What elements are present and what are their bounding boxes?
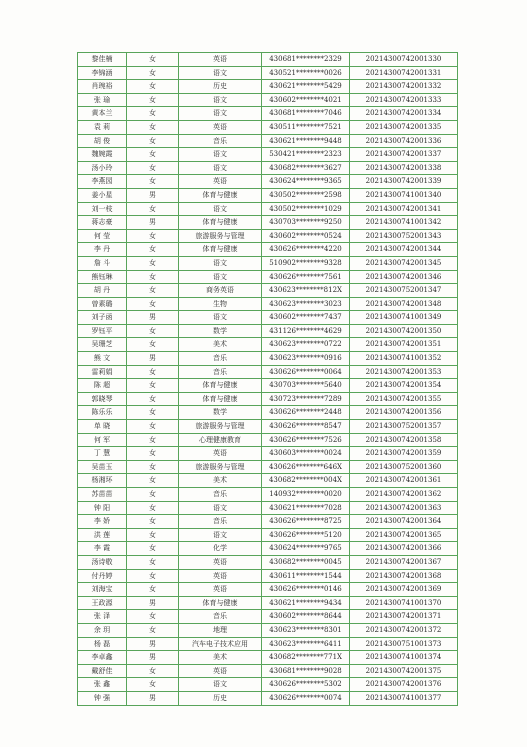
cell-name: 胡 俊: [78, 134, 127, 148]
table-row: [78, 583, 458, 597]
cell-id-number: 430703********5640: [262, 379, 350, 393]
table-row: [78, 338, 458, 352]
cell-certificate-number: 20214300742001376: [350, 678, 458, 692]
cell-name: 雷莉娟: [78, 365, 127, 379]
table-row: [78, 623, 458, 637]
cell-subject: 音乐: [179, 365, 262, 379]
cell-gender: 女: [127, 420, 179, 434]
cell-subject: 语文: [179, 66, 262, 80]
cell-name: 余 玥: [78, 623, 127, 637]
table-row: [78, 488, 458, 502]
cell-gender: 女: [127, 175, 179, 189]
table-row: [78, 596, 458, 610]
table-row: [78, 420, 458, 434]
cell-subject: 音乐: [179, 610, 262, 624]
teacher-certificate-table: [77, 52, 458, 706]
cell-id-number: 430621********9448: [262, 134, 350, 148]
cell-id-number: 430623********0916: [262, 352, 350, 366]
cell-subject: 英语: [179, 447, 262, 461]
table-row: [78, 175, 458, 189]
cell-gender: 女: [127, 324, 179, 338]
cell-name: 钟 阳: [78, 501, 127, 515]
cell-subject: 语文: [179, 678, 262, 692]
cell-subject: 语文: [179, 148, 262, 162]
cell-gender: 男: [127, 596, 179, 610]
table-row: [78, 474, 458, 488]
cell-certificate-number: 20214300742001336: [350, 134, 458, 148]
cell-id-number: 140932********0020: [262, 488, 350, 502]
cell-gender: 女: [127, 515, 179, 529]
cell-name: 张 泽: [78, 610, 127, 624]
cell-gender: 男: [127, 651, 179, 665]
cell-id-number: 430626********4220: [262, 243, 350, 257]
cell-certificate-number: 20214300742001368: [350, 569, 458, 583]
cell-id-number: 430624********9765: [262, 542, 350, 556]
cell-certificate-number: 20214300752001347: [350, 284, 458, 298]
cell-subject: 体育与健康: [179, 243, 262, 257]
cell-subject: 英语: [179, 664, 262, 678]
cell-name: 袁 莉: [78, 120, 127, 134]
cell-certificate-number: 20214300742001356: [350, 406, 458, 420]
cell-gender: 男: [127, 352, 179, 366]
cell-subject: 英语: [179, 53, 262, 67]
cell-id-number: 430626********5302: [262, 678, 350, 692]
cell-subject: 体育与健康: [179, 596, 262, 610]
table-row: [78, 161, 458, 175]
cell-certificate-number: 20214300742001361: [350, 474, 458, 488]
cell-name: 杨 磊: [78, 637, 127, 651]
cell-gender: 女: [127, 474, 179, 488]
cell-gender: 女: [127, 148, 179, 162]
cell-name: 吴苗玉: [78, 460, 127, 474]
cell-certificate-number: 20214300741001374: [350, 651, 458, 665]
cell-id-number: 430623********6411: [262, 637, 350, 651]
cell-gender: 女: [127, 229, 179, 243]
table-row: [78, 542, 458, 556]
cell-name: 钟 强: [78, 691, 127, 705]
cell-id-number: 430621********5429: [262, 80, 350, 94]
cell-subject: 音乐: [179, 488, 262, 502]
cell-name: 吴珊芝: [78, 338, 127, 352]
table-row: [78, 610, 458, 624]
cell-gender: 女: [127, 134, 179, 148]
cell-name: 王政源: [78, 596, 127, 610]
cell-certificate-number: 20214300742001366: [350, 542, 458, 556]
table-row: [78, 229, 458, 243]
cell-name: 熊钰琳: [78, 270, 127, 284]
table-row: [78, 134, 458, 148]
cell-gender: 女: [127, 107, 179, 121]
cell-gender: 女: [127, 66, 179, 80]
cell-gender: 女: [127, 678, 179, 692]
table-row: [78, 216, 458, 230]
table-row: [78, 365, 458, 379]
table-body: [78, 53, 458, 706]
cell-subject: 数学: [179, 406, 262, 420]
cell-gender: 男: [127, 637, 179, 651]
cell-name: 张 瑜: [78, 93, 127, 107]
cell-name: 洪 莲: [78, 528, 127, 542]
cell-id-number: 430621********7028: [262, 501, 350, 515]
cell-subject: 语文: [179, 202, 262, 216]
cell-certificate-number: 20214300742001345: [350, 256, 458, 270]
cell-certificate-number: 20214300742001333: [350, 93, 458, 107]
cell-subject: 英语: [179, 175, 262, 189]
table-row: [78, 284, 458, 298]
cell-id-number: 430682********771X: [262, 651, 350, 665]
table-row: [78, 93, 458, 107]
cell-id-number: 430602********4021: [262, 93, 350, 107]
cell-id-number: 530421********2323: [262, 148, 350, 162]
cell-subject: 体育与健康: [179, 392, 262, 406]
cell-gender: 男: [127, 188, 179, 202]
cell-name: 汤小玲: [78, 161, 127, 175]
cell-subject: 音乐: [179, 134, 262, 148]
cell-subject: 美术: [179, 338, 262, 352]
cell-id-number: 430502********1029: [262, 202, 350, 216]
cell-id-number: 430603********0024: [262, 447, 350, 461]
cell-name: 郭晓琴: [78, 392, 127, 406]
cell-gender: 女: [127, 528, 179, 542]
table-row: [78, 528, 458, 542]
table-row: [78, 569, 458, 583]
cell-gender: 女: [127, 392, 179, 406]
cell-certificate-number: 20214300741001352: [350, 352, 458, 366]
cell-gender: 女: [127, 488, 179, 502]
cell-id-number: 430521********0026: [262, 66, 350, 80]
table-row: [78, 202, 458, 216]
cell-subject: 美术: [179, 651, 262, 665]
table-row: [78, 107, 458, 121]
cell-id-number: 430602********0524: [262, 229, 350, 243]
cell-gender: 女: [127, 447, 179, 461]
cell-id-number: 430626********5120: [262, 528, 350, 542]
cell-gender: 男: [127, 311, 179, 325]
cell-id-number: 430621********9434: [262, 596, 350, 610]
cell-gender: 女: [127, 256, 179, 270]
cell-subject: 语文: [179, 256, 262, 270]
table-row: [78, 651, 458, 665]
cell-id-number: 430626********2448: [262, 406, 350, 420]
cell-name: 肖琬裕: [78, 80, 127, 94]
cell-id-number: 430626********0064: [262, 365, 350, 379]
cell-certificate-number: 20214300742001331: [350, 66, 458, 80]
cell-subject: 体育与健康: [179, 379, 262, 393]
cell-id-number: 430626********8547: [262, 420, 350, 434]
cell-gender: 女: [127, 53, 179, 67]
table-row: [78, 270, 458, 284]
cell-gender: 女: [127, 379, 179, 393]
cell-id-number: 430723********7289: [262, 392, 350, 406]
cell-name: 曾素璐: [78, 297, 127, 311]
cell-gender: 女: [127, 284, 179, 298]
cell-name: 何 军: [78, 433, 127, 447]
cell-gender: 女: [127, 569, 179, 583]
cell-id-number: 510902********9328: [262, 256, 350, 270]
cell-id-number: 430681********2329: [262, 53, 350, 67]
cell-id-number: 430682********3627: [262, 161, 350, 175]
table-row: [78, 664, 458, 678]
table-row: [78, 297, 458, 311]
cell-subject: 历史: [179, 691, 262, 705]
table-row: [78, 243, 458, 257]
cell-certificate-number: 20214300742001337: [350, 148, 458, 162]
cell-id-number: 430703********9250: [262, 216, 350, 230]
cell-subject: 数学: [179, 324, 262, 338]
cell-subject: 化学: [179, 542, 262, 556]
cell-gender: 女: [127, 623, 179, 637]
cell-name: 付丹婷: [78, 569, 127, 583]
cell-subject: 地理: [179, 623, 262, 637]
cell-gender: 女: [127, 610, 179, 624]
cell-subject: 语文: [179, 107, 262, 121]
cell-certificate-number: 20214300742001346: [350, 270, 458, 284]
cell-name: 李锦涵: [78, 66, 127, 80]
cell-certificate-number: 20214300742001364: [350, 515, 458, 529]
cell-gender: 女: [127, 161, 179, 175]
cell-id-number: 431126********4629: [262, 324, 350, 338]
cell-certificate-number: 20214300742001358: [350, 433, 458, 447]
cell-certificate-number: 20214300752001357: [350, 420, 458, 434]
table-row: [78, 120, 458, 134]
table-row: [78, 148, 458, 162]
cell-name: 刘子函: [78, 311, 127, 325]
table-row: [78, 691, 458, 705]
cell-certificate-number: 20214300752001343: [350, 229, 458, 243]
cell-id-number: 430623********8301: [262, 623, 350, 637]
cell-subject: 旅游服务与管理: [179, 229, 262, 243]
cell-name: 魏婉霞: [78, 148, 127, 162]
table-row: [78, 392, 458, 406]
table-row: [78, 447, 458, 461]
cell-subject: 体育与健康: [179, 216, 262, 230]
cell-gender: 女: [127, 80, 179, 94]
cell-certificate-number: 20214300742001359: [350, 447, 458, 461]
cell-id-number: 430602********7437: [262, 311, 350, 325]
cell-id-number: 430626********8725: [262, 515, 350, 529]
cell-name: 汤诗敬: [78, 555, 127, 569]
cell-id-number: 430681********7046: [262, 107, 350, 121]
cell-subject: 英语: [179, 583, 262, 597]
cell-name: 杨湘环: [78, 474, 127, 488]
table-row: [78, 352, 458, 366]
cell-subject: 英语: [179, 120, 262, 134]
cell-id-number: 430682********0045: [262, 555, 350, 569]
table-row: [78, 637, 458, 651]
cell-name: 丁 慧: [78, 447, 127, 461]
cell-gender: 女: [127, 433, 179, 447]
table-row: [78, 66, 458, 80]
cell-certificate-number: 20214300741001377: [350, 691, 458, 705]
cell-gender: 女: [127, 501, 179, 515]
cell-subject: 旅游服务与管理: [179, 420, 262, 434]
cell-name: 陈 超: [78, 379, 127, 393]
cell-id-number: 430623********812X: [262, 284, 350, 298]
cell-id-number: 430511********7521: [262, 120, 350, 134]
cell-subject: 音乐: [179, 515, 262, 529]
cell-certificate-number: 20214300742001363: [350, 501, 458, 515]
cell-name: 姜小星: [78, 188, 127, 202]
cell-name: 陈乐乐: [78, 406, 127, 420]
cell-gender: 男: [127, 691, 179, 705]
cell-subject: 生物: [179, 297, 262, 311]
cell-name: 何 莹: [78, 229, 127, 243]
cell-name: 李 丹: [78, 243, 127, 257]
cell-gender: 女: [127, 542, 179, 556]
cell-certificate-number: 20214300742001354: [350, 379, 458, 393]
cell-id-number: 430626********646X: [262, 460, 350, 474]
cell-name: 张 鑫: [78, 678, 127, 692]
cell-certificate-number: 20214300742001355: [350, 392, 458, 406]
cell-name: 刘海宝: [78, 583, 127, 597]
table-row: [78, 433, 458, 447]
cell-name: 李 娇: [78, 515, 127, 529]
cell-certificate-number: 20214300741001370: [350, 596, 458, 610]
cell-subject: 心理健康教育: [179, 433, 262, 447]
cell-gender: 女: [127, 664, 179, 678]
cell-gender: 女: [127, 365, 179, 379]
cell-subject: 语文: [179, 528, 262, 542]
cell-certificate-number: 20214300742001335: [350, 120, 458, 134]
cell-certificate-number: 20214300742001367: [350, 555, 458, 569]
cell-certificate-number: 20214300742001369: [350, 583, 458, 597]
cell-id-number: 430623********3023: [262, 297, 350, 311]
cell-certificate-number: 20214300742001372: [350, 623, 458, 637]
cell-certificate-number: 20214300742001341: [350, 202, 458, 216]
cell-id-number: 430682********004X: [262, 474, 350, 488]
table-row: [78, 460, 458, 474]
cell-name: 蒋志豪: [78, 216, 127, 230]
table-row: [78, 379, 458, 393]
cell-subject: 英语: [179, 569, 262, 583]
table-row: [78, 515, 458, 529]
cell-name: 黄本兰: [78, 107, 127, 121]
cell-id-number: 430623********0722: [262, 338, 350, 352]
cell-gender: 女: [127, 297, 179, 311]
cell-subject: 语文: [179, 501, 262, 515]
cell-subject: 美术: [179, 474, 262, 488]
cell-id-number: 430624********9365: [262, 175, 350, 189]
cell-certificate-number: 20214300742001362: [350, 488, 458, 502]
cell-subject: 语文: [179, 93, 262, 107]
cell-certificate-number: 20214300742001344: [350, 243, 458, 257]
cell-subject: 语文: [179, 270, 262, 284]
cell-certificate-number: 20214300742001332: [350, 80, 458, 94]
cell-name: 熊 文: [78, 352, 127, 366]
cell-name: 李卓鑫: [78, 651, 127, 665]
cell-id-number: 430626********0074: [262, 691, 350, 705]
cell-subject: 商务英语: [179, 284, 262, 298]
cell-id-number: 430502********2598: [262, 188, 350, 202]
cell-gender: 女: [127, 202, 179, 216]
cell-gender: 女: [127, 555, 179, 569]
cell-certificate-number: 20214300742001351: [350, 338, 458, 352]
table-row: [78, 501, 458, 515]
cell-subject: 体育与健康: [179, 188, 262, 202]
cell-gender: 女: [127, 406, 179, 420]
cell-subject: 英语: [179, 555, 262, 569]
cell-certificate-number: 20214300741001349: [350, 311, 458, 325]
cell-certificate-number: 20214300741001340: [350, 188, 458, 202]
cell-id-number: 430681********9028: [262, 664, 350, 678]
cell-id-number: 430611********1544: [262, 569, 350, 583]
cell-certificate-number: 20214300742001339: [350, 175, 458, 189]
cell-subject: 汽车电子技术应用: [179, 637, 262, 651]
cell-certificate-number: 20214300742001371: [350, 610, 458, 624]
cell-certificate-number: 20214300742001338: [350, 161, 458, 175]
cell-gender: 女: [127, 460, 179, 474]
cell-name: 罗钰平: [78, 324, 127, 338]
cell-id-number: 430602********8644: [262, 610, 350, 624]
cell-name: 单 晓: [78, 420, 127, 434]
cell-certificate-number: 20214300752001360: [350, 460, 458, 474]
cell-name: 苏苗苗: [78, 488, 127, 502]
cell-subject: 音乐: [179, 352, 262, 366]
cell-id-number: 430626********7526: [262, 433, 350, 447]
cell-gender: 女: [127, 243, 179, 257]
table-row: [78, 256, 458, 270]
table-row: [78, 53, 458, 67]
table-row: [78, 555, 458, 569]
cell-name: 黎佳楠: [78, 53, 127, 67]
cell-gender: 女: [127, 93, 179, 107]
table-row: [78, 324, 458, 338]
table-row: [78, 311, 458, 325]
cell-gender: 女: [127, 338, 179, 352]
cell-name: 李 霞: [78, 542, 127, 556]
cell-name: 李燕园: [78, 175, 127, 189]
cell-certificate-number: 20214300742001353: [350, 365, 458, 379]
cell-name: 詹 斗: [78, 256, 127, 270]
cell-gender: 女: [127, 120, 179, 134]
cell-name: 胡 丹: [78, 284, 127, 298]
cell-subject: 历史: [179, 80, 262, 94]
cell-certificate-number: 20214300742001330: [350, 53, 458, 67]
cell-id-number: 430626********7561: [262, 270, 350, 284]
cell-certificate-number: 20214300742001334: [350, 107, 458, 121]
cell-certificate-number: 20214300741001342: [350, 216, 458, 230]
table-row: [78, 80, 458, 94]
table-row: [78, 678, 458, 692]
cell-certificate-number: 20214300742001365: [350, 528, 458, 542]
cell-gender: 女: [127, 583, 179, 597]
cell-gender: 男: [127, 216, 179, 230]
cell-gender: 女: [127, 270, 179, 284]
cell-subject: 旅游服务与管理: [179, 460, 262, 474]
cell-certificate-number: 20214300751001373: [350, 637, 458, 651]
cell-name: 戴舒佳: [78, 664, 127, 678]
cell-certificate-number: 20214300742001348: [350, 297, 458, 311]
cell-name: 刘一枝: [78, 202, 127, 216]
cell-certificate-number: 20214300742001350: [350, 324, 458, 338]
table-row: [78, 406, 458, 420]
table-row: [78, 188, 458, 202]
cell-subject: 语文: [179, 311, 262, 325]
cell-subject: 语文: [179, 161, 262, 175]
cell-certificate-number: 20214300742001375: [350, 664, 458, 678]
cell-id-number: 430626********0146: [262, 583, 350, 597]
